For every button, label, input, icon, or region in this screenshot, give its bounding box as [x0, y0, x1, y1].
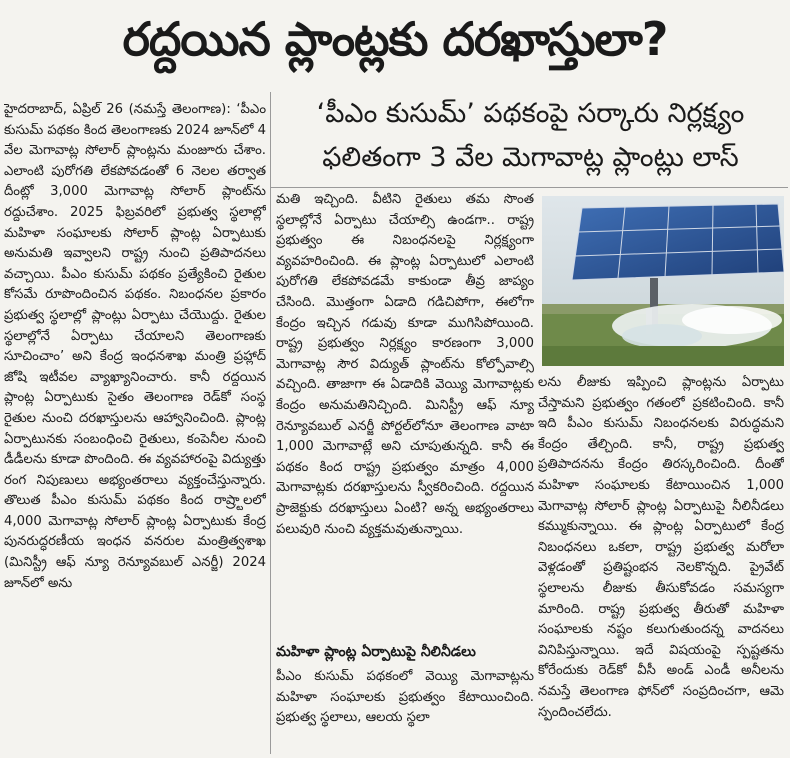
article-column-2-continued: పీఎం కుసుమ్ పథకంలో వెయ్యి మెగావాట్లను మహిళా సంఘాలకు ప్రభుత్వం కేటాయించింది. ప్రభుత్వ స్థలాలు, ఆలయ స్థలా	[276, 669, 534, 726]
subsection-heading: మహిళా ప్లాంట్ల ఏర్పాటుపై నీలినీడలు	[276, 644, 476, 660]
article-column-1: హైదరాబాద్, ఏప్రిల్ 26 (నమస్తే తెలంగాణ): ‘పీఎం కుసుమ్ పథకం కింద తెలంగాణకు 2024 జూన్‌లో 4 వేల మెగావాట్ల సోలార్ ప్లాంట్లను మంజూరు చేశాం. ఎలాంటి పురోగతి లేకపోవడంతో 6 నెలల తర్వాత దీంట్లో 3,000 మెగావాట్ల సోలార్ ప్లాంట్‌ను రద్దుచేశాం. 2025 ఫిబ్రవరిలో ప్రభుత్వ స్థలాల్లో మహిళా సంఘాలకు సోలార్ ప్లాంట్ల ఏర్పాటుకు అనుమతి ఇవ్వాలని రాష్ట్ర నుంచి ప్రతిపాదనలు వచ్చాయి. పీఎం కుసుమ్ పథకం ప్రత్యేకించి రైతుల కోసమే రూపొందించిన పథకం. నిబంధనల ప్రకారం ప్రభుత్వ స్థలాల్లో ప్లాంట్లు ఏర్పాటు చేయొద్దు. రైతుల స్థలాల్లోనే ఏర్పాటు చేయాలని తెలంగాణకు సూచించాం’ అని కేంద్ర ఇంధనశాఖ మంత్రి ప్రహ్లాద్ జోషి ఇటీవల వ్యాఖ్యానించారు. కానీ రద్దయిన ప్లాంట్ల ఏర్పాటుకు సైతం తెలంగాణ రెడ్‌కో సంస్థ రైతుల నుంచి దరఖాస్తులను ఆహ్వానించింది. ప్లాంట్ల ఏర్పాటునకు సంబంధించి రైతులు, కంపెనీల నుంచి డీడీలను కూడా పొందింది. ఈ వ్యవహారంపై విద్యుత్తు రంగ నిపుణులు అభ్యంతరాలు వ్యక్తంచేస్తున్నారు. తొలుత పీఎం కుసుమ్ పథకం కింద రాష్ర్టాలలో 4,000 మెగావాట్ల సోలార్ ప్లాంట్ల ఏర్పాటుకు కేంద్ర పునరుద్ధరణీయ ఇంధన వనరుల మంత్రిత్వశాఖ (మినిస్ట్రీ ఆఫ్ న్యూ రెన్యూవబుల్ ఎనర్జీ) 2024 జూన్‌లో అను	[4, 102, 266, 591]
subheadline	[278, 92, 783, 180]
article-column-3: లను లీజుకు ఇప్పించి ప్లాంట్లను ఏర్పాటు చేస్తామని ప్రభుత్వం గతంలో ప్రకటించింది. కానీ ఇది పీఎం కుసుమ్ నిబంధనలకు విరుద్ధమని కేంద్రం తేల్చింది. కానీ, రాష్ట్ర ప్రభుత్వ ప్రతిపాదనను కేంద్రం తిరస్కరించింది. దీంతో మహిళా సంఘాలకు కేటాయించిన 1,000 మెగావాట్ల సోలార్ ప్లాంట్ల ఏర్పాటుపై నీలినీడలు కమ్ముకున్నాయి. ఈ ప్లాంట్ల ఏర్పాటులో కేంద్ర నిబంధనలు ఒకలా, రాష్ట్ర ప్రభుత్వ మరోలా వెళ్లడంతో ప్రతిష్టంభన నెలకొన్నది. ప్రైవేట్ స్థలాలను లీజుకు తీసుకోవడం సమస్యగా మారింది. రాష్ట్ర ప్రభుత్వ తీరుతో మహిళా సంఘాలకు నష్టం కలుగుతుందన్న వాదనలు వినిపిస్తున్నాయి. ఇదే విషయంపై స్పష్టతను కోరేందుకు రెడ్‌కో వీసీ అండ్ ఎండీ అనీలను నమస్తే తెలంగాణ ఫోన్‌లో సంప్రదించగా, ఆమె స్పందించలేదు.	[538, 375, 784, 720]
subheadline-line-1: ‘పీఎం కుసుమ్’ పథకంపై సర్కారు నిర్లక్ష్యం	[316, 98, 745, 129]
column-divider	[270, 92, 271, 754]
headline: రద్దయిన ప్లాంట్లకు దరఖాస్తులా?	[122, 12, 668, 66]
solar-panel-illustration	[542, 196, 784, 366]
subheadline-line-2: ఫలితంగా 3 వేల మెగావాట్ల ప్లాంట్లు లాస్	[322, 142, 739, 173]
article-column-2: మతి ఇచ్చింది. వీటిని రైతులు తమ సొంత స్థలాల్లోనే ఏర్పాటు చేయాల్సి ఉండగా.. రాష్ట్ర ప్రభుత్వం ఈ నిబంధనలపై నిర్లక్ష్యంగా వ్యవహరించింది. ఈ ప్లాంట్ల ఏర్పాటులో ఎలాంటి పురోగతి లేకపోవడమే కాకుండా తీవ్ర జాప్యం చేసింది. మొత్తంగా ఏడాది గడిచిపోగా, ఈలోగా కేంద్రం ఇచ్చిన గడువు కూడా ముగిసిపోయింది. రాష్ట్ర ప్రభుత్వం నిర్లక్ష్యం కారణంగా 3,000 మెగావాట్ల సౌర విద్యుత్ ప్లాంట్‌ను కోల్పోవాల్సి వచ్చింది. తాజాగా ఈ ఏడాదికి వెయ్యి మెగావాట్లకు కేంద్రం అనుమతినిచ్చింది. మినిస్ట్రీ ఆఫ్ న్యూ రెన్యూవబుల్ ఎనర్జీ పోర్టల్‌లోనూ తెలంగాణ వాటా 1,000 మెగావాట్లే అని చూపుతున్నది. కానీ ఈ పథకం కింద రాష్ట్ర ప్రభుత్వం మాత్రం 4,000 మెగావాట్లకు దరఖాస్తులను స్వీకరించింది. రద్దయిన ప్రాజెక్టుకు దరఖాస్తులు ఏంటి? అన్న అభ్యంతరాలు పలువురి నుంచి వ్యక్తమవుతున్నాయి.	[276, 192, 534, 537]
subheadline-rule	[271, 187, 788, 188]
solar-pump-photo	[542, 196, 784, 366]
